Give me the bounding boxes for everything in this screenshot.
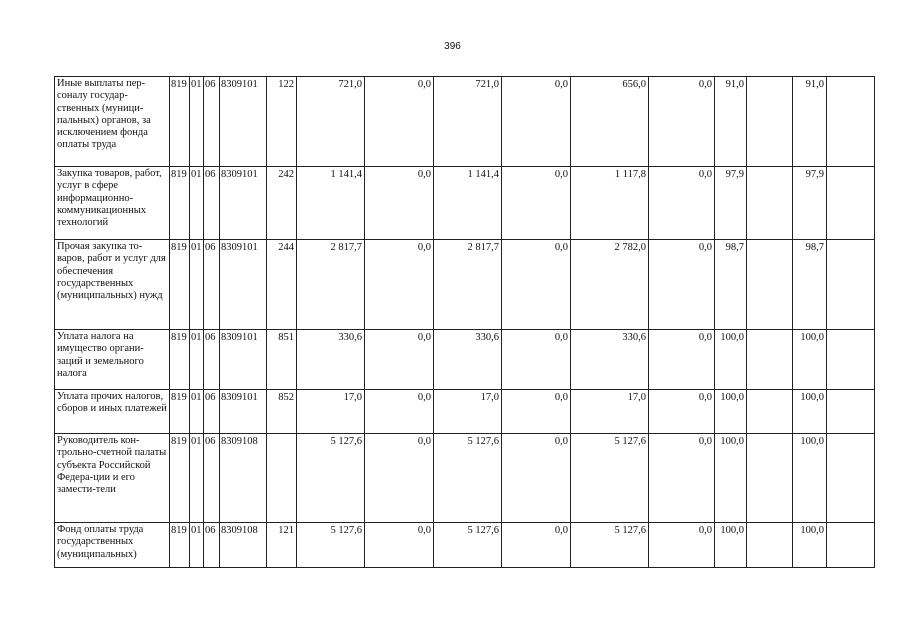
code-cell: 8309108 [220, 434, 267, 523]
type-code-cell: 242 [267, 167, 297, 240]
value-cell: 0,0 [649, 523, 715, 568]
table-row [55, 240, 875, 330]
code-cell: 06 [204, 390, 220, 434]
table-row [55, 434, 875, 523]
code-cell: 819 [170, 77, 190, 167]
row-name-cell: Уплата прочих налогов, сборов и иных платежей [55, 390, 170, 434]
percent-cell: 98,7 [715, 240, 747, 330]
value-cell: 0,0 [649, 167, 715, 240]
value-cell [827, 77, 875, 167]
value-cell: 656,0 [571, 77, 649, 167]
row-name-cell: Руководитель кон-трольно-счетной палаты субъекта Российской Федера-ции и его замести-тели [55, 434, 170, 523]
percent-cell: 100,0 [715, 523, 747, 568]
code-cell: 01 [190, 434, 204, 523]
table-row [55, 523, 875, 568]
value-cell: 17,0 [571, 390, 649, 434]
value-cell [827, 434, 875, 523]
code-cell: 8309101 [220, 167, 267, 240]
code-cell: 06 [204, 523, 220, 568]
value-cell: 0,0 [365, 434, 434, 523]
value-cell: 5 127,6 [571, 434, 649, 523]
value-cell [827, 167, 875, 240]
value-cell: 17,0 [434, 390, 502, 434]
value-cell [747, 434, 793, 523]
value-cell: 0,0 [649, 77, 715, 167]
value-cell: 5 127,6 [434, 523, 502, 568]
value-cell: 0,0 [649, 240, 715, 330]
budget-table [54, 76, 875, 568]
value-cell: 0,0 [502, 167, 571, 240]
value-cell: 0,0 [649, 330, 715, 390]
code-cell: 819 [170, 523, 190, 568]
table-row [55, 167, 875, 240]
value-cell [827, 523, 875, 568]
row-name-cell: Иные выплаты пер-соналу государ-ственных (муници-пальных) органов, за исключением фонда оплаты труда [55, 77, 170, 167]
code-cell: 8309101 [220, 330, 267, 390]
value-cell: 5 127,6 [297, 434, 365, 523]
type-code-cell: 244 [267, 240, 297, 330]
row-name-cell: Уплата налога на имущество органи-заций и земельного налога [55, 330, 170, 390]
value-cell: 0,0 [502, 523, 571, 568]
value-cell: 721,0 [297, 77, 365, 167]
value-cell: 2 817,7 [297, 240, 365, 330]
value-cell [747, 330, 793, 390]
row-name-cell: Прочая закупка то-варов, работ и услуг для обеспечения государственных (муниципальных) нужд [55, 240, 170, 330]
code-cell: 8309101 [220, 240, 267, 330]
type-code-cell: 122 [267, 77, 297, 167]
code-cell: 01 [190, 390, 204, 434]
code-cell: 819 [170, 240, 190, 330]
value-cell: 17,0 [297, 390, 365, 434]
row-name-cell: Закупка товаров, работ, услуг в сфере информационно-коммуникационных технологий [55, 167, 170, 240]
code-cell: 01 [190, 77, 204, 167]
code-cell: 819 [170, 434, 190, 523]
value-cell: 5 127,6 [434, 434, 502, 523]
percent-cell: 98,7 [793, 240, 827, 330]
value-cell: 1 117,8 [571, 167, 649, 240]
percent-cell: 97,9 [793, 167, 827, 240]
value-cell [747, 77, 793, 167]
code-cell: 06 [204, 240, 220, 330]
table-row [55, 330, 875, 390]
percent-cell: 100,0 [793, 390, 827, 434]
value-cell: 5 127,6 [297, 523, 365, 568]
percent-cell: 100,0 [715, 390, 747, 434]
value-cell: 0,0 [502, 330, 571, 390]
value-cell: 0,0 [365, 330, 434, 390]
value-cell: 330,6 [571, 330, 649, 390]
percent-cell: 100,0 [715, 434, 747, 523]
code-cell: 819 [170, 167, 190, 240]
code-cell: 01 [190, 240, 204, 330]
code-cell: 8309101 [220, 77, 267, 167]
percent-cell: 97,9 [715, 167, 747, 240]
type-code-cell: 852 [267, 390, 297, 434]
page-number: 396 [444, 41, 461, 52]
percent-cell: 100,0 [793, 434, 827, 523]
percent-cell: 100,0 [715, 330, 747, 390]
value-cell: 5 127,6 [571, 523, 649, 568]
value-cell: 0,0 [365, 167, 434, 240]
code-cell: 06 [204, 167, 220, 240]
code-cell: 06 [204, 330, 220, 390]
value-cell: 0,0 [365, 77, 434, 167]
value-cell [827, 330, 875, 390]
code-cell: 01 [190, 523, 204, 568]
value-cell: 0,0 [649, 434, 715, 523]
type-code-cell: 851 [267, 330, 297, 390]
code-cell: 06 [204, 434, 220, 523]
type-code-cell [267, 434, 297, 523]
value-cell: 721,0 [434, 77, 502, 167]
value-cell [827, 390, 875, 434]
value-cell: 0,0 [502, 434, 571, 523]
table-row [55, 77, 875, 167]
code-cell: 8309108 [220, 523, 267, 568]
value-cell: 0,0 [502, 77, 571, 167]
code-cell: 01 [190, 330, 204, 390]
value-cell: 0,0 [502, 390, 571, 434]
value-cell: 0,0 [365, 240, 434, 330]
value-cell: 0,0 [365, 390, 434, 434]
row-name-cell: Фонд оплаты труда государственных (муниципальных) [55, 523, 170, 568]
code-cell: 01 [190, 167, 204, 240]
value-cell: 2 817,7 [434, 240, 502, 330]
value-cell [827, 240, 875, 330]
code-cell: 8309101 [220, 390, 267, 434]
code-cell: 819 [170, 390, 190, 434]
value-cell: 0,0 [502, 240, 571, 330]
code-cell: 819 [170, 330, 190, 390]
value-cell [747, 523, 793, 568]
percent-cell: 100,0 [793, 523, 827, 568]
value-cell: 0,0 [649, 390, 715, 434]
code-cell: 06 [204, 77, 220, 167]
value-cell [747, 167, 793, 240]
value-cell: 1 141,4 [297, 167, 365, 240]
percent-cell: 100,0 [793, 330, 827, 390]
table-row [55, 390, 875, 434]
value-cell: 0,0 [365, 523, 434, 568]
percent-cell: 91,0 [793, 77, 827, 167]
value-cell: 330,6 [297, 330, 365, 390]
value-cell [747, 390, 793, 434]
value-cell: 2 782,0 [571, 240, 649, 330]
type-code-cell: 121 [267, 523, 297, 568]
value-cell: 330,6 [434, 330, 502, 390]
value-cell: 1 141,4 [434, 167, 502, 240]
percent-cell: 91,0 [715, 77, 747, 167]
value-cell [747, 240, 793, 330]
